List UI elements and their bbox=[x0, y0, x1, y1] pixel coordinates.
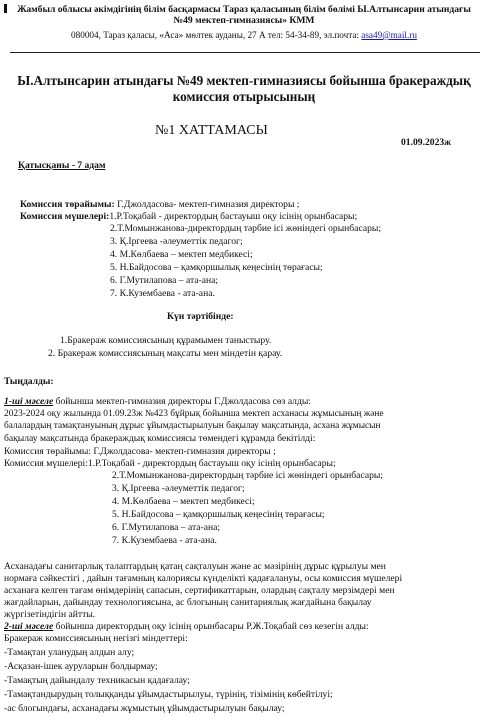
member-item: 6. Г.Мутилапова – ата-ана; bbox=[110, 275, 219, 286]
q2-list-item: -ас блогындағы, асханадағы жұмыстың ұйымдастырылуын бақылау; bbox=[4, 703, 285, 714]
q1-members-row bbox=[4, 458, 336, 469]
header-divider bbox=[10, 52, 480, 53]
address-text: 080004, Тараз қаласы, «Аса» мөлтек ауданы, 27 А тел: 54-34-89, эл.почта: bbox=[71, 30, 359, 40]
org-header-line1: Жамбыл облысы әкімдігінің білім басқармасы Тараз қаласының білім бөлімі Ы.Алтынсарин атындағы bbox=[17, 4, 471, 15]
question2-line bbox=[4, 621, 369, 632]
org-header-line2: №49 мектеп-гимназиясы» КММ bbox=[173, 15, 315, 26]
question2-label: 2-ші мәселе bbox=[4, 621, 54, 632]
member-item: 4. М.Көлбаева – мектеп медбикесі; bbox=[110, 249, 253, 260]
question1-intro: бойынша мектеп-гимназия директоры Г.Джолдасова сөз алды: bbox=[53, 396, 311, 407]
protocol-number: №1 ХАТТАМАСЫ bbox=[155, 123, 268, 138]
attendance: Қатысқаны - 7 адам bbox=[18, 160, 106, 171]
paragraph-line: жүргізетіндігін айтты. bbox=[4, 609, 96, 620]
q2-intro: Бракераж комиссиясының негізгі міндеттері: bbox=[4, 633, 188, 644]
title-line2: комиссия отырысының bbox=[172, 89, 316, 104]
agenda-item: 1.Бракераж комиссиясының құрамымен таныстыру. bbox=[60, 335, 272, 346]
heard-heading: Тыңдалды: bbox=[4, 376, 54, 387]
q1-text-line: бақылау мақсатында бракераждық комиссиясы төмендегі құрамда бекітілді: bbox=[4, 433, 316, 444]
paragraph-line: жағдайларын, дайындау технологиясына, ас блогының санитариялық жағдайына бақылау bbox=[4, 597, 372, 608]
q1-member-item: 2.Т.Момынжанова-директордың тәрбие ісі жөніндегі орынбасары; bbox=[112, 470, 383, 481]
q1-member-item: 4. М.Көлбаева – мектеп медбикесі; bbox=[112, 496, 255, 507]
q2-list-item: -Тамақтандырудың толыққанды ұйымдастырылуы, түрінің, тізімінің көбейтілуі; bbox=[4, 689, 333, 700]
agenda-heading: Күн тәртібінде: bbox=[167, 311, 234, 322]
q2-list-item: -Тамақтың дайындалу техникасын қадағалау; bbox=[4, 675, 190, 686]
question1-line bbox=[4, 396, 311, 407]
paragraph-line: Асханадағы санитарлық талаптардың қатаң сақталуын және ас мәзірінің дұрыс құрылуы мен bbox=[4, 561, 386, 572]
paragraph-line: нормаға сәйкестігі , дайын тағамның калориясы күнделікті қадағалануы, осы комиссия мүшелері bbox=[4, 573, 403, 584]
member-item: 1.Р.Тоқабай - директордың бастауыш оқу ісінің орынбасары; bbox=[109, 211, 358, 222]
title-line1: Ы.Алтынсарин атындағы №49 мектеп-гимназиясы бойынша бракераждық bbox=[17, 73, 471, 88]
member-item: 3. Қ.Іргеева -әлеуметтік педагог; bbox=[110, 236, 243, 247]
q1-chair-line: Комиссия төрайымы: Г.Джолдасова- мектеп-гимназия директоры ; bbox=[4, 446, 276, 457]
agenda-item: 2. Бракераж комиссиясының мақсаты мен міндетін қарау. bbox=[48, 348, 283, 359]
org-address bbox=[0, 30, 488, 41]
q1-text-line: балалардың тамақтануының дұрыс ұйымдастырылуын бақылау мақсатында, асхана жұмысын bbox=[4, 421, 381, 431]
question2-intro: бойынша директордың оқу ісінің орынбасары Р.Ж.Тоқабай сөз кезегін алды: bbox=[53, 621, 369, 632]
member-item: 2.Т.Момынжанова-директордың тәрбие ісі жөніндегі орынбасары; bbox=[110, 223, 381, 234]
q1-member-item: 3. Қ.Іргеева -әлеуметтік педагог; bbox=[112, 483, 245, 494]
q1-member-item: 7. К.Кузембаева - ата-ана. bbox=[112, 535, 217, 546]
q1-member-item: 6. Г.Мутилапова – ата-ана; bbox=[112, 522, 221, 533]
q2-list-item: -Асқазан-ішек ауруларын болдырмау; bbox=[4, 661, 158, 672]
chair-label: Комиссия төрайымы: bbox=[20, 199, 115, 210]
commission-chair-row bbox=[20, 199, 299, 210]
members-label: Комиссия мүшелері: bbox=[20, 211, 110, 222]
q1-member-item: 1.Р.Тоқабай - директордың бастауыш оқу ісінің орынбасары; bbox=[87, 458, 336, 469]
q2-list-item: -Тамақтан уланудың алдын алу; bbox=[4, 647, 135, 658]
q1-text-line: 2023-2024 оқу жылында 01.09.23ж №423 бұйрық бойынша мектеп асханасы жұмысының және bbox=[4, 409, 384, 419]
protocol-date: 01.09.2023ж bbox=[401, 137, 452, 148]
question1-label: 1-ші мәселе bbox=[4, 396, 54, 407]
member-item: 5. Н.Байдосова – қамқоршылық кеңесінің төрағасы; bbox=[110, 262, 323, 273]
paragraph-line: асханаға келген тағам өнімдерінің сапасын, сертификаттарын, олардың сақталу мерзімдері мен bbox=[4, 585, 395, 596]
email-link[interactable]: asa49@mail.ru bbox=[361, 30, 417, 40]
q1-member-item: 5. Н.Байдосова – қамқоршылық кеңесінің төрағасы; bbox=[112, 509, 325, 520]
member-item: 7. К.Кузембаева - ата-ана. bbox=[110, 288, 215, 299]
commission-members-row bbox=[20, 211, 357, 222]
q1-members-label: Комиссия мүшелері: bbox=[4, 458, 88, 469]
chair-value: Г.Джолдасова- мектеп-гимназия директоры ; bbox=[114, 199, 300, 210]
